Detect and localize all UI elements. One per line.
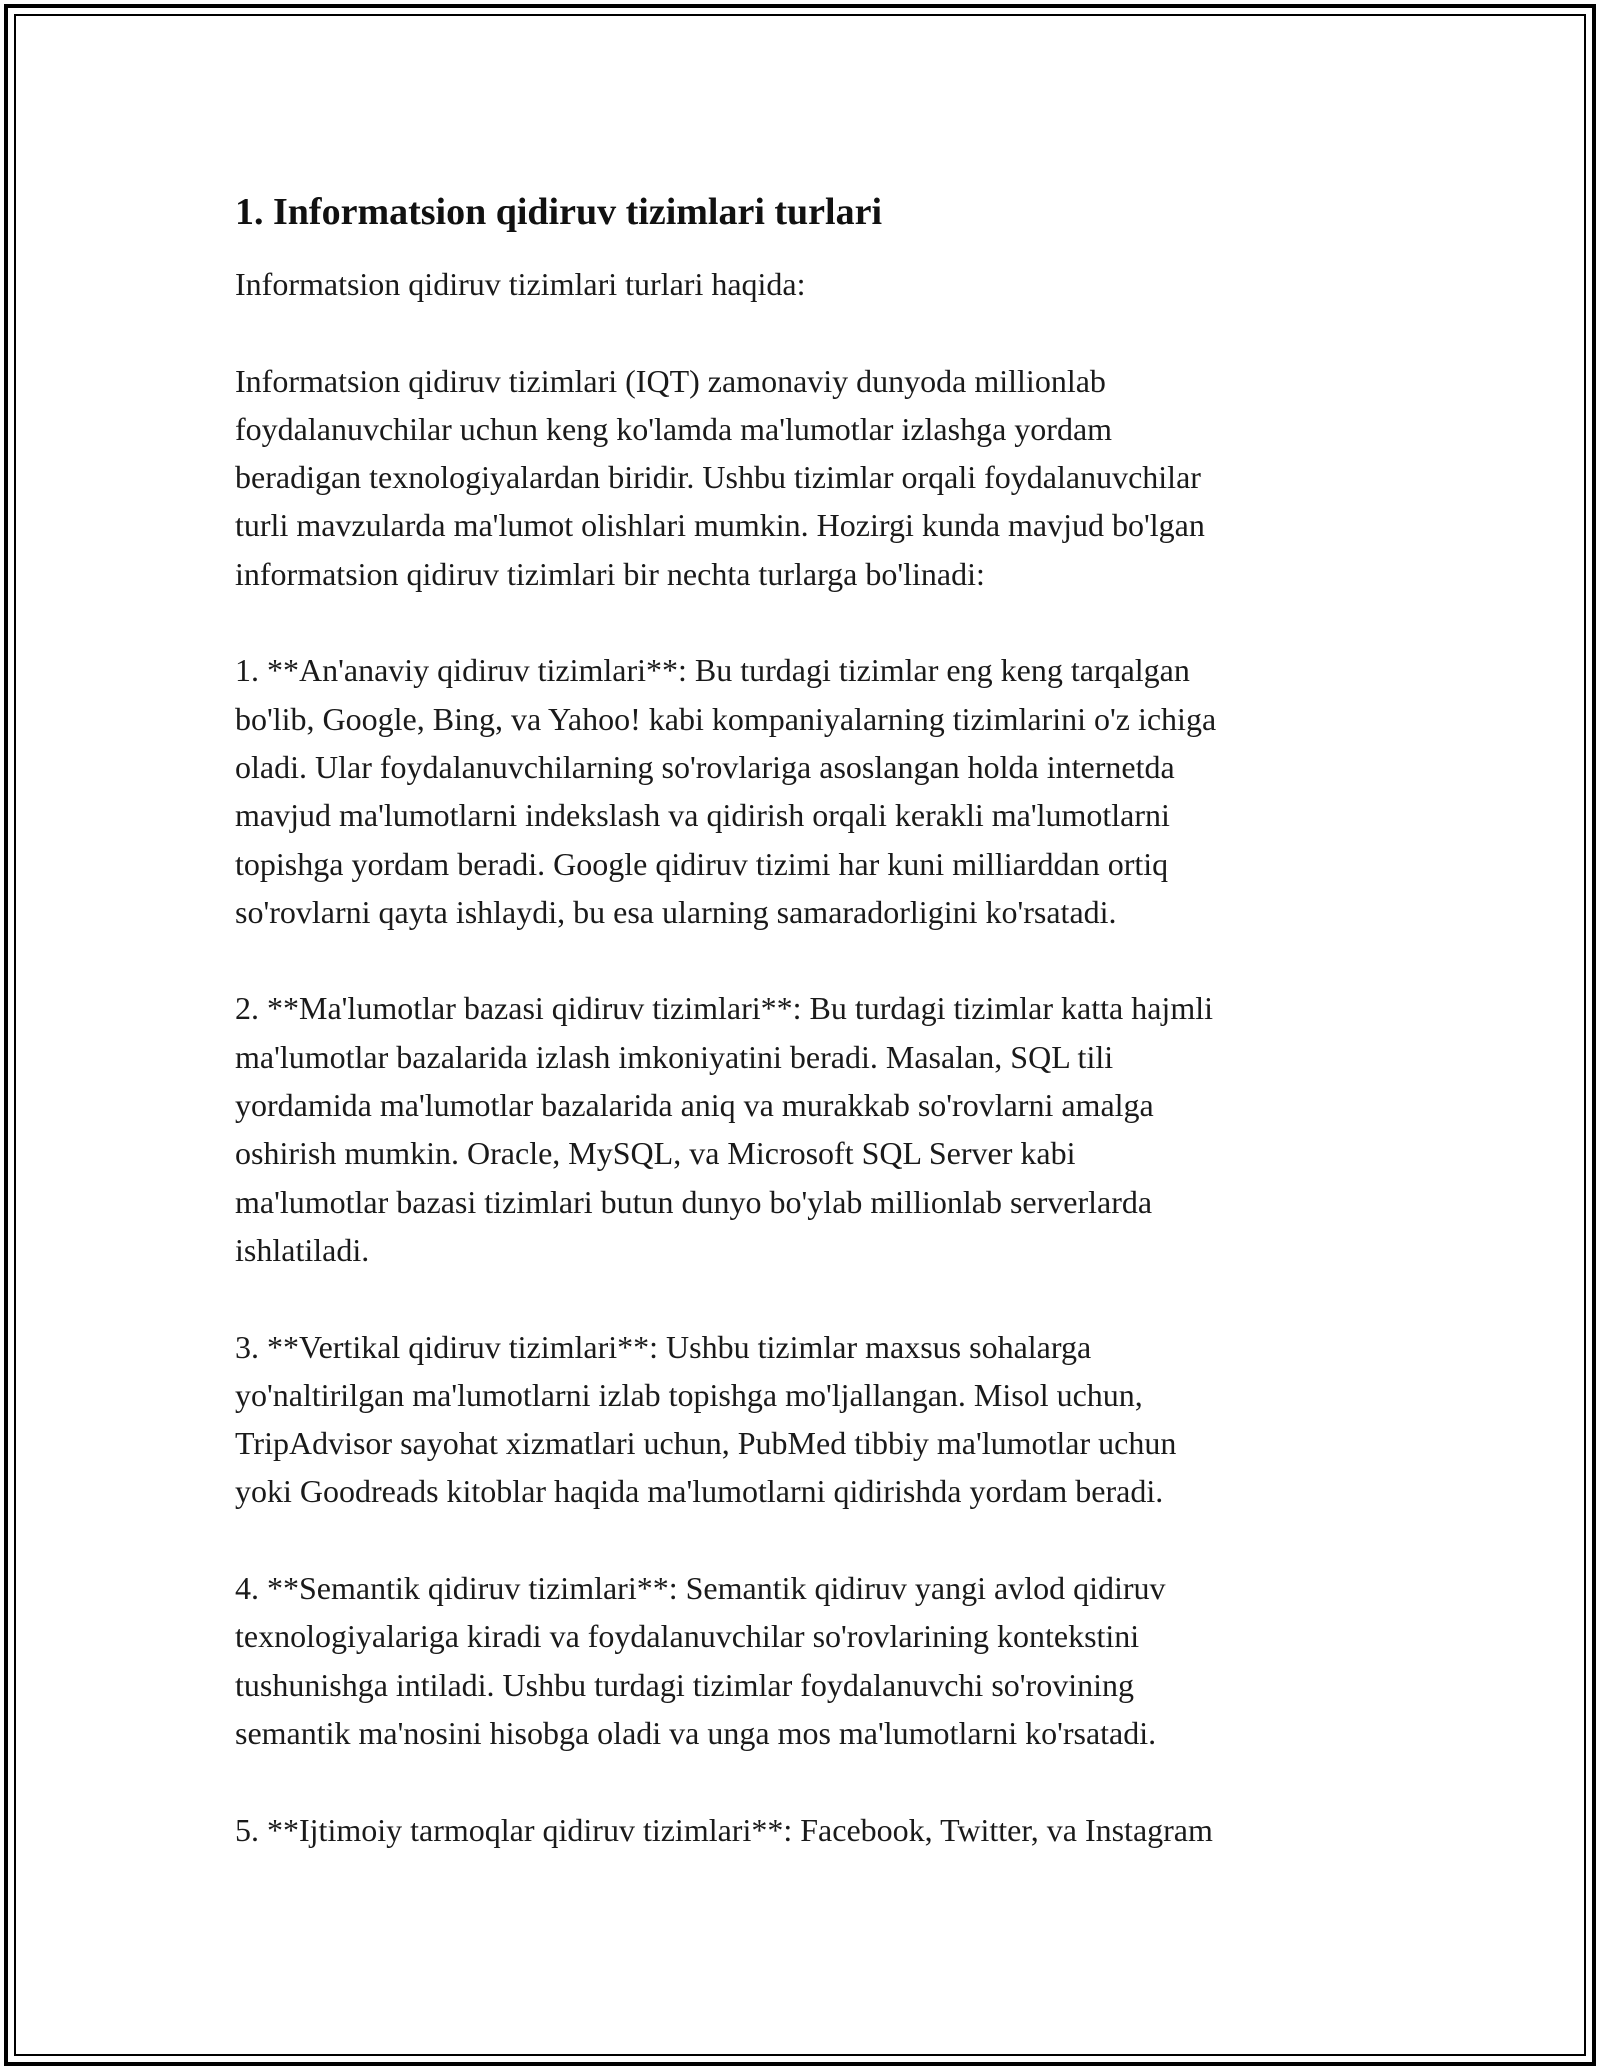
list-item-semantic-search: 4. **Semantik qidiruv tizimlari**: Semantik qidiruv yangi avlod qidiruv texnologiyalariga kiradi va foydalanuvchilar so'rovlarining kontekstini tushunishga intiladi. Ushbu turdagi tizimlar foydalanuvchi so'rovining semantik ma'nosini hisobga oladi va unga mos ma'lumotlarni ko'rsatadi. <box>235 1570 1166 1751</box>
list-item-database-search: 2. **Ma'lumotlar bazasi qidiruv tizimlari**: Bu turdagi tizimlar katta hajmli ma'lumotlar bazalarida izlash imkoniyatini beradi. Masalan, SQL tili yordamida ma'lumotlar bazalarida aniq va murakkab so'rovlarni amalga oshirish mumkin. Oracle, MySQL, va Microsoft SQL Server kabi ma'lumotlar bazasi tizimlari butun dunyo bo'ylab millionlab serverlarda ishlatiladi. <box>235 990 1213 1268</box>
document-body <box>235 188 1395 1854</box>
section-heading: 1. Informatsion qidiruv tizimlari turlari <box>235 191 883 233</box>
list-item-traditional-search: 1. **An'anaviy qidiruv tizimlari**: Bu turdagi tizimlar eng keng tarqalgan bo'lib, Google, Bing, va Yahoo! kabi kompaniyalarning tizimlarini o'z ichiga oladi. Ular foydalanuvchilarning so'rovlariga asoslangan holda internetda mavjud ma'lumotlarni indekslash va qidirish orqali kerakli ma'lumotlarni topishga yordam beradi. Google qidiruv tizimi har kuni milliarddan ortiq so'rovlarni qayta ishlaydi, bu esa ularning samaradorligini ko'rsatadi. <box>235 652 1217 930</box>
list-item-vertical-search: 3. **Vertikal qidiruv tizimlari**: Ushbu tizimlar maxsus sohalarga yo'naltirilgan ma'lumotlarni izlab topishga mo'ljallangan. Misol uchun, TripAdvisor sayohat xizmatlari uchun, PubMed tibbiy ma'lumotlar uchun yoki Goodreads kitoblar haqida ma'lumotlarni qidirishda yordam beradi. <box>235 1328 1177 1510</box>
overview-paragraph: Informatsion qidiruv tizimlari (IQT) zamonaviy dunyoda millionlab foydalanuvchilar uchun keng ko'lamda ma'lumotlar izlashga yordam beradigan texnologiyalardan biridir. Ushbu tizimlar orqali foydalanuvchilar turli mavzularda ma'lumot olishlari mumkin. Hozirgi kunda mavjud bo'lgan informatsion qidiruv tizimlari bir nechta turlarga bo'linadi: <box>235 362 1205 592</box>
intro-paragraph: Informatsion qidiruv tizimlari turlari haqida: <box>235 266 806 302</box>
list-item-social-search: 5. **Ijtimoiy tarmoqlar qidiruv tizimlari**: Facebook, Twitter, va Instagram <box>235 1811 1213 1848</box>
